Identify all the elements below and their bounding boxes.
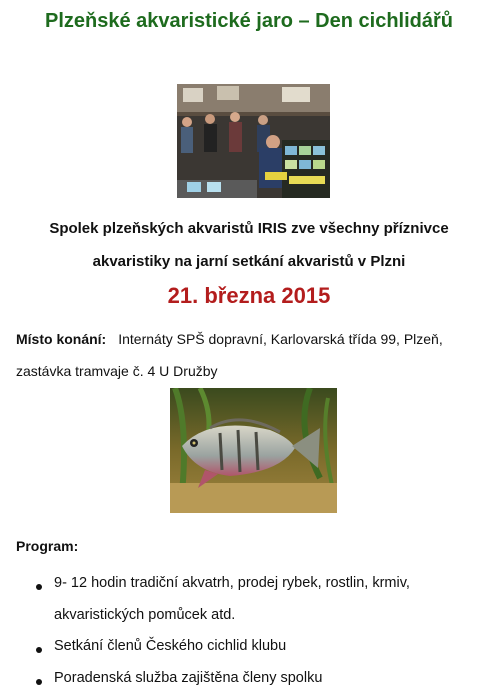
venue-line-2: zastávka tramvaje č. 4 U Družby: [16, 363, 218, 379]
program-item-2: Setkání členů Českého cichlid klubu: [54, 638, 287, 654]
cichlid-fish-illustration: [170, 388, 337, 513]
program-item-1-line-1: 9- 12 hodin tradiční akvatrh, prodej rybek, rostlin, krmiv,: [54, 575, 410, 591]
market-crowd-photo: [177, 84, 330, 198]
bullet-icon: [36, 647, 42, 653]
venue-address: Internáty SPŠ dopravní, Karlovarská třída 99, Plzeň,: [118, 331, 443, 347]
bullet-icon: [36, 679, 42, 685]
program-item-1-line-2: akvaristických pomůcek atd.: [54, 607, 236, 623]
page-title: Plzeňské akvaristické jaro – Den cichlidářů: [45, 10, 453, 32]
program-label: Program:: [16, 538, 79, 554]
bullet-icon: [36, 584, 42, 590]
event-date: 21. března 2015: [167, 283, 331, 308]
market-crowd-illustration: [177, 84, 330, 198]
venue-line-1: [16, 331, 443, 347]
program-item-3: Poradenská služba zajištěna členy spolku: [54, 670, 323, 686]
intro-line-1: Spolek plzeňských akvaristů IRIS zve všechny příznivce: [49, 220, 449, 237]
venue-label: Místo konání:: [16, 331, 107, 347]
intro-line-2: akvaristiky na jarní setkání akvaristů v Plzni: [92, 253, 406, 270]
cichlid-fish-photo: [170, 388, 337, 513]
